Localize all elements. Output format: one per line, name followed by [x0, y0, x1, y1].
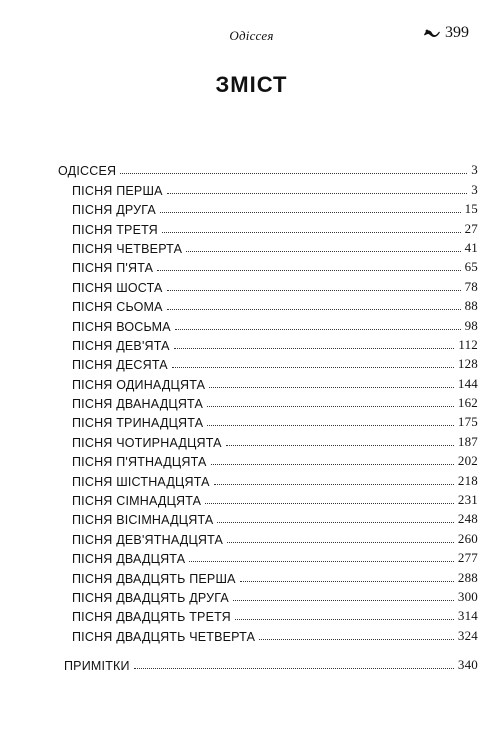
toc-entry-song[interactable] — [58, 605, 478, 624]
toc-entry-page: 78 — [464, 278, 478, 294]
toc-entry-song[interactable] — [58, 411, 478, 430]
dot-leader — [134, 668, 454, 669]
dot-leader — [120, 173, 467, 174]
page-number-block — [423, 24, 469, 42]
toc-entry-odyssey[interactable] — [58, 159, 478, 178]
dot-leader — [207, 406, 454, 407]
toc-entry-page: 324 — [457, 627, 478, 643]
toc-entry-label: ПІСНЯ ДРУГА — [72, 203, 156, 218]
toc-entry-page: 3 — [471, 181, 478, 197]
toc-entry-label: ПІСНЯ ЧЕТВЕРТА — [72, 241, 183, 256]
toc-entry-label: ПІСНЯ П'ЯТНАДЦЯТА — [72, 455, 207, 470]
toc-entry-song[interactable] — [58, 508, 478, 527]
dot-leader — [186, 251, 460, 252]
dot-leader — [233, 600, 454, 601]
toc-entry-label: ПІСНЯ ДВАДЦЯТЬ ПЕРША — [72, 571, 236, 586]
dot-leader — [175, 329, 461, 330]
page-number: 399 — [445, 24, 469, 41]
toc-entry-song[interactable] — [58, 430, 478, 449]
toc-entry-page: 218 — [457, 472, 478, 488]
toc-entry-label: ПІСНЯ ВОСЬМА — [72, 319, 171, 334]
toc-entry-label: ПІСНЯ ТРЕТЯ — [72, 222, 158, 237]
toc-entry-song[interactable] — [58, 178, 478, 197]
toc-entry-song[interactable] — [58, 624, 478, 643]
dot-leader — [172, 367, 454, 368]
toc-song-list — [58, 178, 478, 643]
toc-entry-label: ПІСНЯ ДЕВ'ЯТА — [72, 338, 170, 353]
toc-entry-label: ПІСНЯ ДВАДЦЯТА — [72, 552, 186, 567]
toc-entry-page: 15 — [464, 201, 478, 217]
toc-entry-song[interactable] — [58, 275, 478, 294]
toc-entry-label: ПІСНЯ ДЕВ'ЯТНАДЦЯТА — [72, 532, 224, 547]
dot-leader — [167, 309, 461, 310]
toc-entry-label: ПІСНЯ ЧОТИРНАДЦЯТА — [72, 435, 222, 450]
toc-entry-label: ПІСНЯ ДВАДЦЯТЬ ЧЕТВЕРТА — [72, 629, 256, 644]
toc-entry-label: ПІСНЯ ВІСІМНАДЦЯТА — [72, 513, 214, 528]
toc-entry-song[interactable] — [58, 450, 478, 469]
toc-entry-page: 340 — [457, 657, 478, 673]
toc-entry-page: 27 — [464, 220, 478, 236]
toc-entry-label: ПІСНЯ П'ЯТА — [72, 261, 154, 276]
toc-entry-page: 248 — [457, 511, 478, 527]
toc-entry-page: 300 — [457, 588, 478, 604]
toc-entry-song[interactable] — [58, 295, 478, 314]
toc-entry-label: ПРИМІТКИ — [64, 659, 130, 674]
dot-leader — [167, 193, 468, 194]
toc-entry-page: 41 — [464, 239, 478, 255]
toc-entry-label: ПІСНЯ ШОСТА — [72, 280, 163, 295]
toc-entry-song[interactable] — [58, 547, 478, 566]
toc-entry-page: 187 — [457, 433, 478, 449]
toc-entry-label: ПІСНЯ ПЕРША — [72, 183, 163, 198]
toc-entry-song[interactable] — [58, 198, 478, 217]
dot-leader — [189, 561, 454, 562]
dot-leader — [174, 348, 455, 349]
toc-entry-page: 128 — [457, 356, 478, 372]
dot-leader — [226, 445, 454, 446]
dot-leader — [240, 581, 454, 582]
toc-entry-page: 314 — [457, 608, 478, 624]
dot-leader — [157, 270, 460, 271]
toc-entry-song[interactable] — [58, 566, 478, 585]
toc-entry-label: ПІСНЯ СІМНАДЦЯТА — [72, 494, 202, 509]
toc-entry-page: 162 — [457, 395, 478, 411]
toc-entry-label: ОДІССЕЯ — [58, 164, 117, 179]
dot-leader — [217, 522, 453, 523]
dot-leader — [162, 232, 461, 233]
toc-entry-label: ПІСНЯ ДЕСЯТА — [72, 358, 168, 373]
toc-entry-song[interactable] — [58, 314, 478, 333]
dot-leader — [214, 484, 454, 485]
toc-entry-page: 3 — [471, 162, 478, 178]
toc-entry-song[interactable] — [58, 334, 478, 353]
toc-entry-label: ПІСНЯ ДВАДЦЯТЬ ДРУГА — [72, 590, 229, 605]
toc-entry-song[interactable] — [58, 489, 478, 508]
fleuron-icon — [423, 26, 441, 40]
dot-leader — [160, 212, 461, 213]
toc-entry-page: 260 — [457, 530, 478, 546]
toc-entry-label: ПІСНЯ ДВАДЦЯТЬ ТРЕТЯ — [72, 610, 231, 625]
toc-entry-song[interactable] — [58, 353, 478, 372]
dot-leader — [259, 639, 454, 640]
toc-entry-page: 112 — [458, 336, 478, 352]
toc-entry-label: ПІСНЯ ДВАНАДЦЯТА — [72, 397, 204, 412]
toc-entry-label: ПІСНЯ ОДИНАДЦЯТА — [72, 377, 206, 392]
toc-entry-page: 231 — [457, 492, 478, 508]
toc-entry-song[interactable] — [58, 469, 478, 488]
dot-leader — [207, 425, 454, 426]
toc-entry-label: ПІСНЯ ТРИНАДЦЯТА — [72, 416, 204, 431]
toc-entry-notes[interactable] — [58, 654, 478, 673]
toc-entry-song[interactable] — [58, 527, 478, 546]
dot-leader — [167, 290, 461, 291]
toc-entry-song[interactable] — [58, 217, 478, 236]
toc-entry-page: 175 — [457, 414, 478, 430]
dot-leader — [205, 503, 454, 504]
toc-title: ЗМІСТ — [215, 72, 288, 97]
running-header — [0, 0, 503, 60]
toc-entry-label: ПІСНЯ СЬОМА — [72, 300, 163, 315]
toc-entry-song[interactable] — [58, 237, 478, 256]
toc-entry-song[interactable] — [58, 372, 478, 391]
toc-entry-page: 144 — [457, 375, 478, 391]
dot-leader — [227, 542, 454, 543]
toc-entry-song[interactable] — [58, 586, 478, 605]
toc-entry-page: 98 — [464, 317, 478, 333]
dot-leader — [211, 464, 454, 465]
toc-entry-page: 88 — [464, 298, 478, 314]
toc-entry-page: 65 — [464, 259, 478, 275]
toc-entry-page: 288 — [457, 569, 478, 585]
table-of-contents — [58, 159, 478, 673]
dot-leader — [235, 619, 454, 620]
running-title: Одіссея — [229, 28, 274, 43]
toc-entry-page: 277 — [457, 550, 478, 566]
toc-entry-label: ПІСНЯ ШІСТНАДЦЯТА — [72, 474, 210, 489]
dot-leader — [209, 387, 454, 388]
toc-entry-song[interactable] — [58, 256, 478, 275]
toc-entry-song[interactable] — [58, 392, 478, 411]
toc-entry-page: 202 — [457, 453, 478, 469]
